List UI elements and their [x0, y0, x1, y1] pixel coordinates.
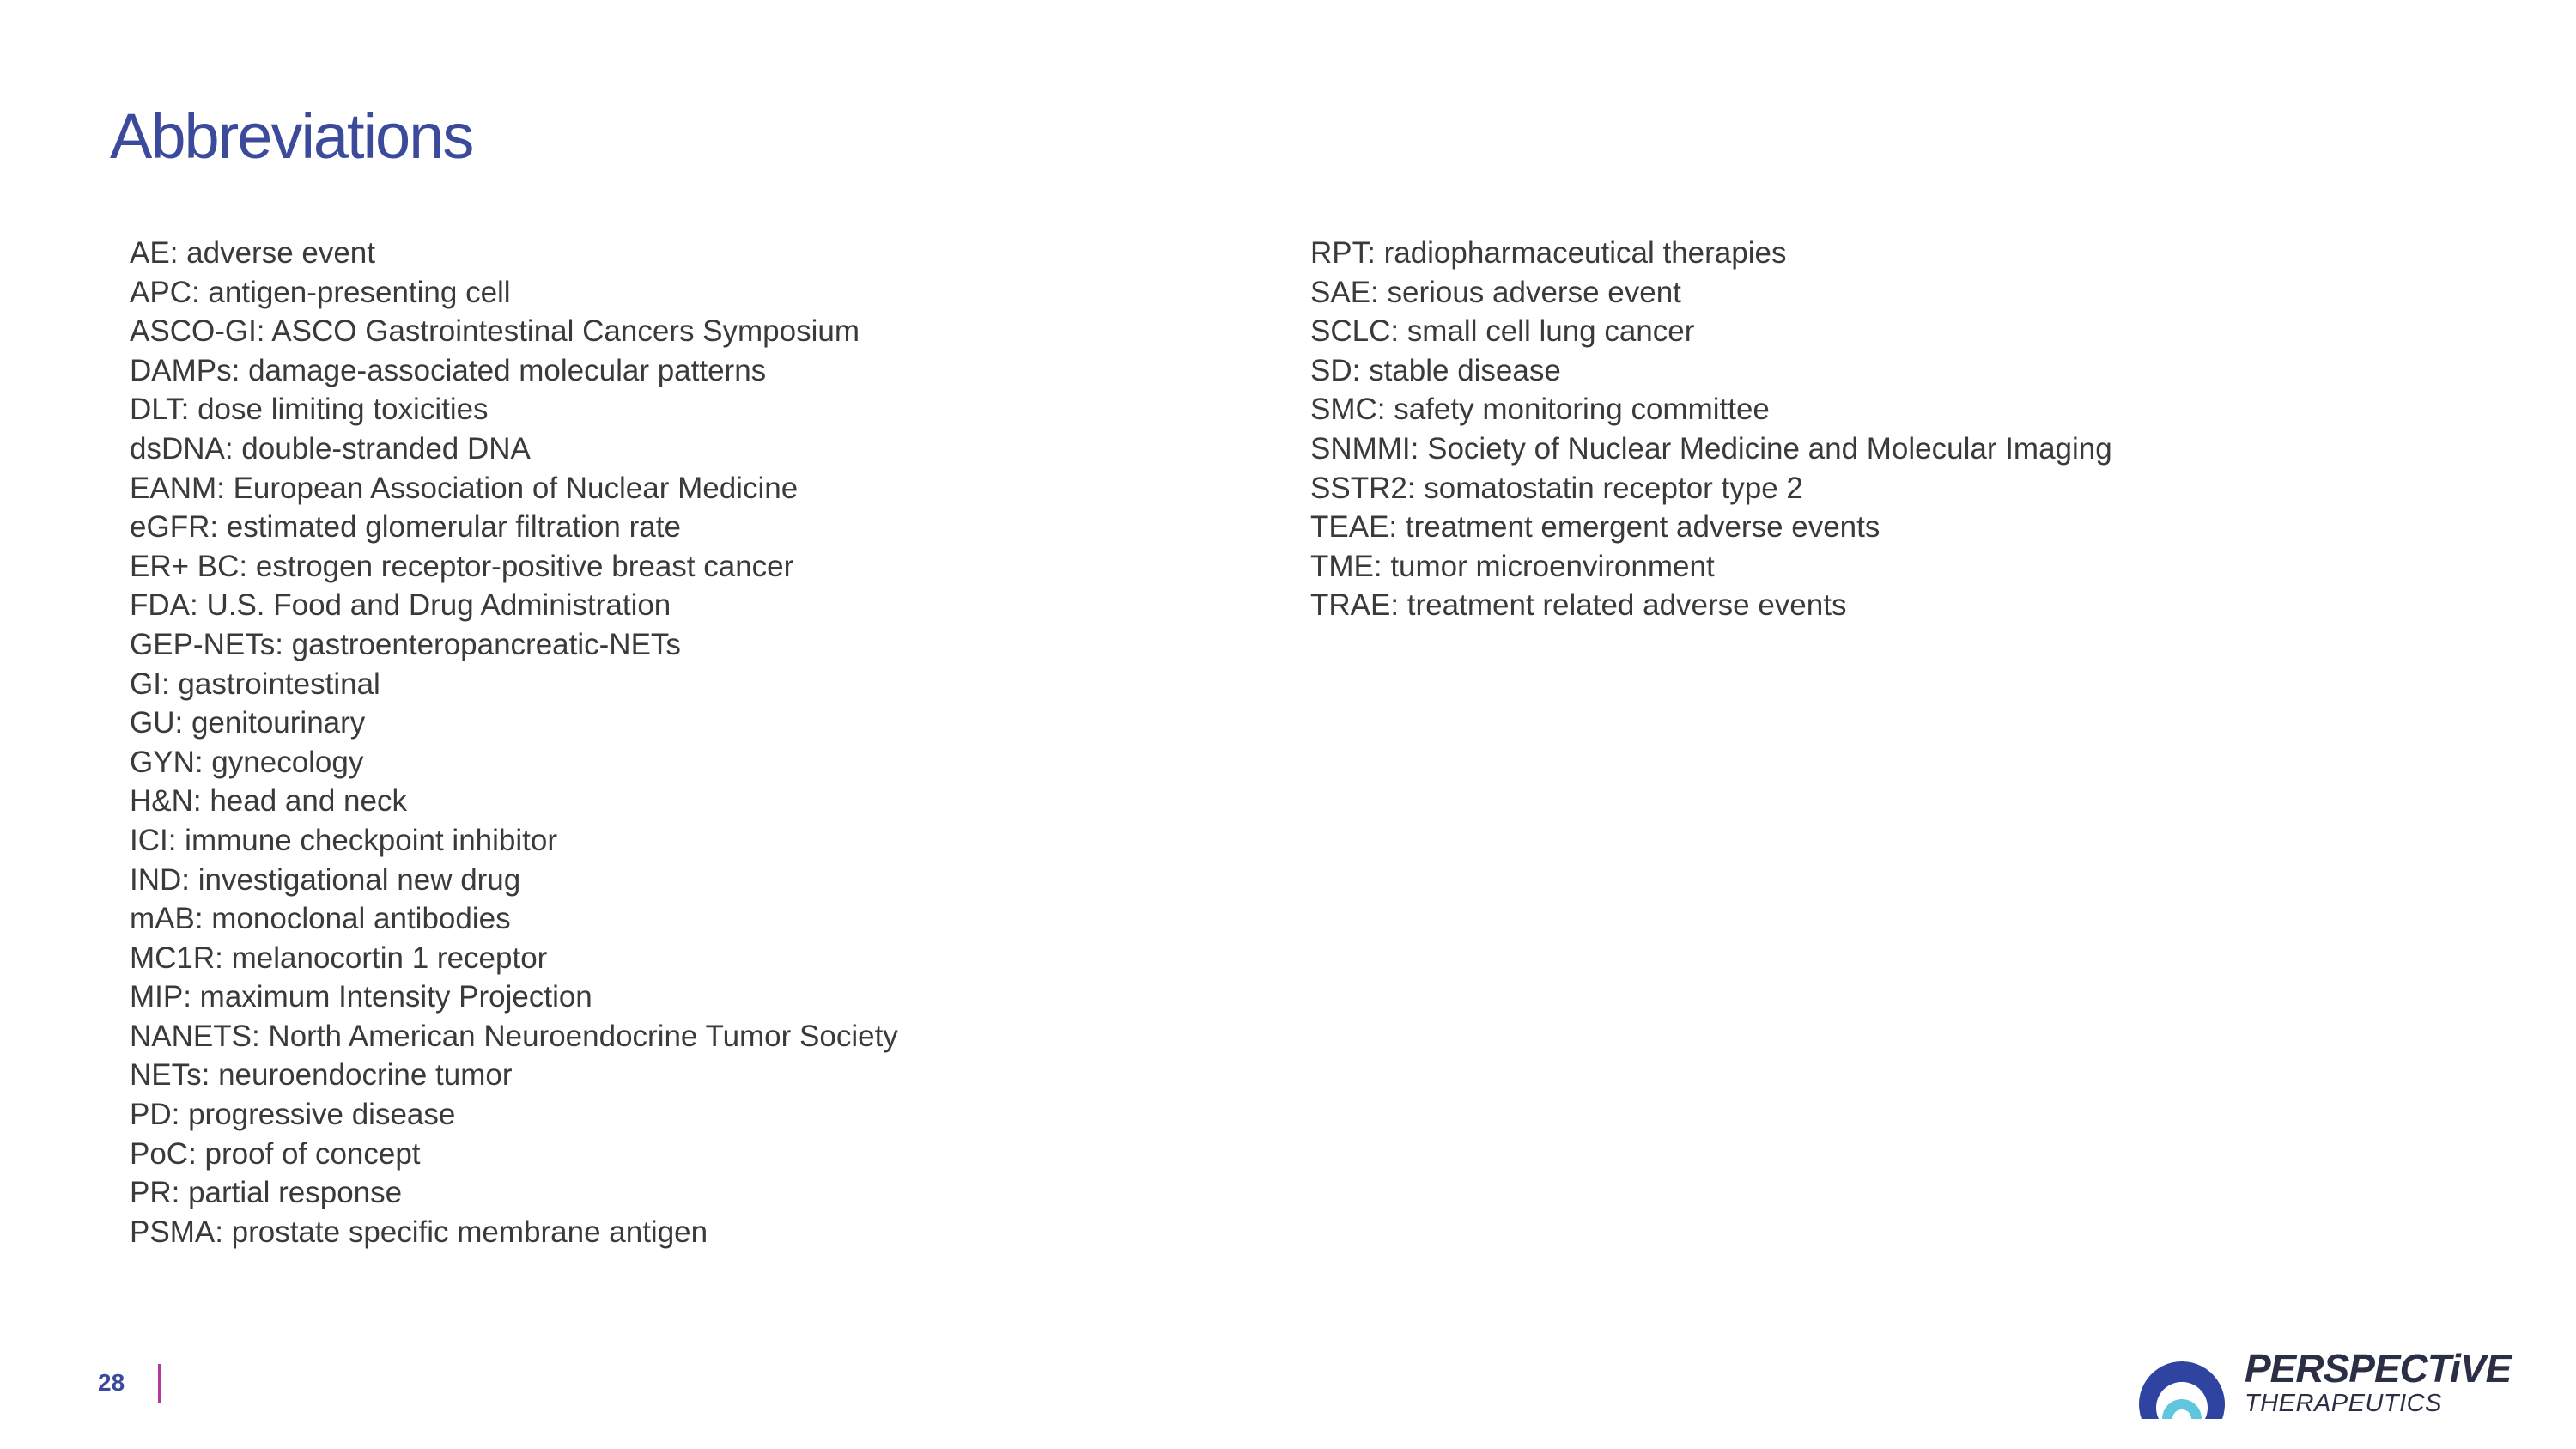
abbreviation-item: GYN: gynecology — [130, 745, 364, 779]
abbreviation-item: FDA: U.S. Food and Drug Administration — [130, 588, 671, 623]
abbreviation-item: SSTR2: somatostatin receptor type 2 — [1310, 471, 1803, 505]
abbreviation-item: SAE: serious adverse event — [1310, 275, 1681, 309]
abbreviation-item: EANM: European Association of Nuclear Medicine — [130, 471, 799, 505]
slide-title: Abbreviations — [110, 100, 473, 172]
logo-wordmark: PERSPECTiVE — [2245, 1346, 2512, 1391]
abbreviation-item: NANETS: North American Neuroendocrine Tumor Society — [130, 1019, 898, 1053]
abbreviation-item: APC: antigen-presenting cell — [130, 275, 511, 309]
abbreviation-item: MC1R: melanocortin 1 receptor — [130, 941, 548, 975]
logo-subtitle: THERAPEUTICS — [2245, 1390, 2442, 1417]
abbreviation-item: ICI: immune checkpoint inhibitor — [130, 823, 557, 857]
abbreviation-item: AE: adverse event — [130, 236, 375, 270]
abbreviation-item: PR: partial response — [130, 1176, 403, 1210]
abbreviation-item: GU: genitourinary — [130, 706, 366, 740]
abbreviation-item: DAMPs: damage-associated molecular patterns — [130, 353, 767, 387]
abbreviation-item: GI: gastrointestinal — [130, 667, 380, 701]
abbreviation-item: PD: progressive disease — [130, 1098, 456, 1132]
abbreviation-item: ER+ BC: estrogen receptor-positive breast cancer — [130, 549, 794, 583]
abbreviation-item: mAB: monoclonal antibodies — [130, 902, 511, 936]
abbreviations-list-right — [1310, 234, 2112, 625]
abbreviation-item: TME: tumor microenvironment — [1310, 549, 1715, 583]
footer-divider — [158, 1364, 161, 1403]
abbreviation-item: IND: investigational new drug — [130, 862, 521, 897]
abbreviation-item: SD: stable disease — [1310, 353, 1561, 387]
abbreviation-item: PSMA: prostate specific membrane antigen — [130, 1215, 708, 1249]
abbreviation-item: SNMMI: Society of Nuclear Medicine and Molecular Imaging — [1310, 431, 2112, 466]
abbreviation-item: H&N: head and neck — [130, 784, 407, 819]
abbreviation-item: NETs: neuroendocrine tumor — [130, 1058, 513, 1093]
logo-mark-icon — [2135, 1338, 2229, 1433]
abbreviation-item: ASCO-GI: ASCO Gastrointestinal Cancers Symposium — [130, 314, 860, 349]
page-number: 28 — [98, 1369, 125, 1396]
abbreviation-item: DLT: dose limiting toxicities — [130, 393, 489, 427]
abbreviation-item: RPT: radiopharmaceutical therapies — [1310, 236, 1787, 270]
company-logo — [2135, 1338, 2512, 1433]
abbreviation-item: TEAE: treatment emergent adverse events — [1310, 510, 1880, 545]
abbreviation-item: MIP: maximum Intensity Projection — [130, 980, 592, 1014]
abbreviation-item: SMC: safety monitoring committee — [1310, 393, 1770, 427]
abbreviation-item: eGFR: estimated glomerular filtration rate — [130, 510, 681, 545]
abbreviation-item: PoC: proof of concept — [130, 1136, 421, 1171]
abbreviation-item: TRAE: treatment related adverse events — [1310, 588, 1847, 623]
abbreviation-item: SCLC: small cell lung cancer — [1310, 314, 1695, 349]
abbreviations-list-left — [130, 234, 898, 1251]
abbreviation-item: dsDNA: double-stranded DNA — [130, 431, 531, 466]
abbreviation-item: GEP-NETs: gastroenteropancreatic-NETs — [130, 627, 681, 661]
